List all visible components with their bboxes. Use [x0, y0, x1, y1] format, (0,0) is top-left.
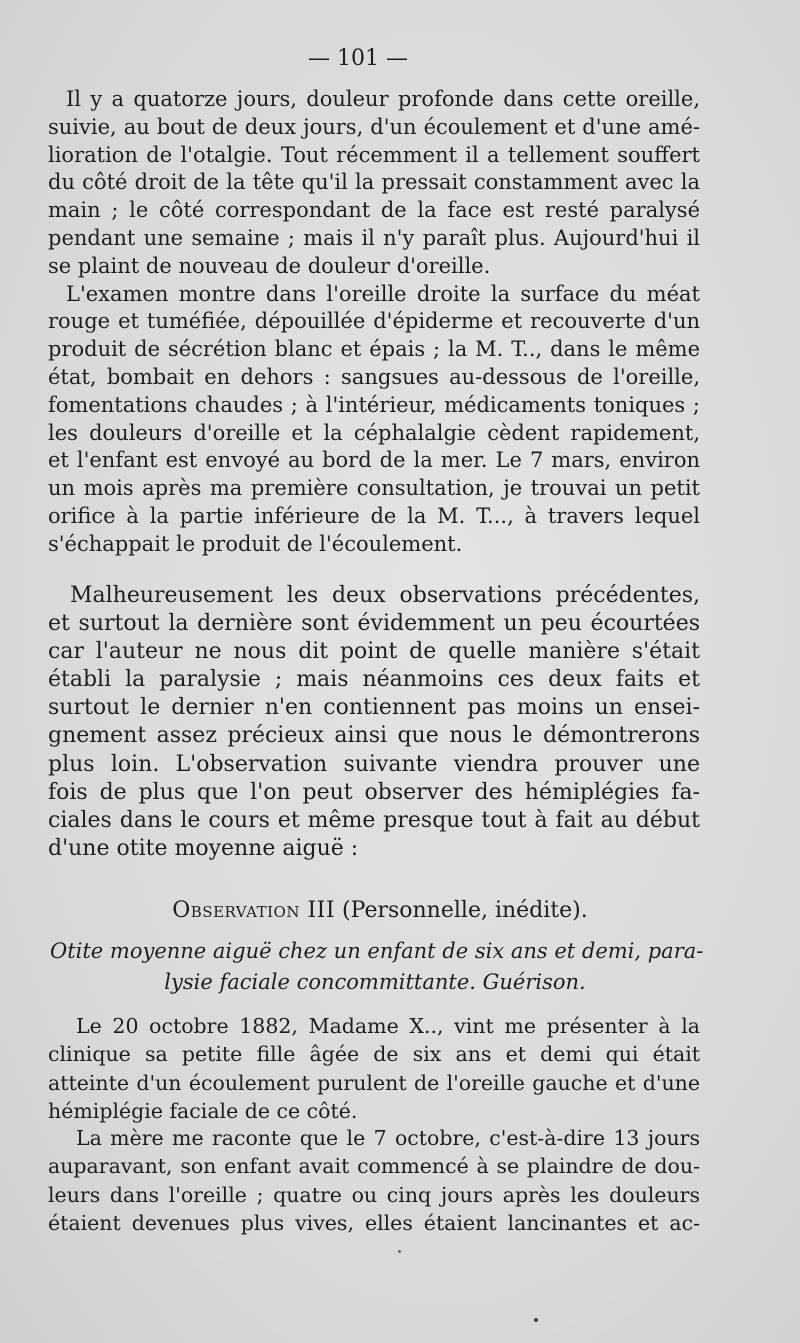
text-line: plus loin. L'observation suivante viendra prouver une	[48, 751, 700, 777]
text-line: Le 20 octobre 1882, Madame X.., vint me présenter à la	[76, 1014, 700, 1038]
paragraph-mother-account	[48, 1124, 700, 1238]
text-line: se plaint de nouveau de douleur d'oreille.	[48, 253, 491, 278]
observation-heading	[0, 898, 760, 923]
text-line: étaient devenues plus vives, elles étaient lancinantes et ac-	[48, 1211, 700, 1236]
text-line: gnement assez précieux ainsi que nous le démontrerons	[48, 723, 700, 749]
text-line: lioration de l'otalgie. Tout récemment il a tellement souffert	[48, 142, 700, 167]
text-line: car l'auteur ne nous dit point de quelle manière s'était	[48, 639, 700, 665]
subtitle-line: Otite moyenne aiguë chez un enfant de six ans et demi, para-	[50, 939, 704, 963]
text-line: suivie, au bout de deux jours, d'un écoulement et d'une amé-	[48, 114, 700, 139]
text-line: et l'enfant est envoyé au bord de la mer. Le 7 mars, environ	[48, 448, 700, 473]
text-line: pendant une semaine ; mais il n'y paraît plus. Aujourd'hui il	[48, 225, 700, 250]
text-line: fomentations chaudes ; à l'intérieur, médicaments toniques ;	[48, 392, 700, 417]
observation-label: Observation III	[172, 898, 336, 923]
text-line: atteinte d'un écoulement purulent de l'oreille gauche et d'une	[48, 1070, 700, 1095]
observation-subtitle	[50, 936, 704, 998]
text-line: du côté droit de la tête qu'il la pressait constamment avec la	[48, 170, 700, 195]
paragraph-case-presentation	[48, 1012, 700, 1126]
text-line: rouge et tuméfiée, dépouillée d'épiderme et recouverte d'un	[48, 309, 700, 334]
page-number: — 101 —	[308, 46, 408, 71]
text-line: auparavant, son enfant avait commencé à se plaindre de dou-	[48, 1154, 700, 1179]
text-line: produit de sécrétion blanc et épais ; la M. T.., dans le même	[48, 337, 700, 362]
text-line: leurs dans l'oreille ; quatre ou cinq jours après les douleurs	[48, 1182, 700, 1207]
text-line: La mère me raconte que le 7 octobre, c'est-à-dire 13 jours	[76, 1126, 700, 1150]
text-line: Il y a quatorze jours, douleur profonde dans cette oreille,	[66, 87, 700, 111]
text-line: les douleurs d'oreille et la céphalalgie cèdent rapidement,	[48, 420, 700, 445]
text-line: et surtout la dernière sont évidemment un peu écourtées	[48, 611, 700, 637]
paper-speck	[398, 1250, 401, 1253]
text-line: un mois après ma première consultation, je trouvai un petit	[48, 476, 700, 501]
text-line: surtout le dernier n'en contiennent pas moins un ensei-	[48, 695, 700, 721]
text-line: main ; le côté correspondant de la face est resté paralysé	[48, 198, 700, 223]
text-line: orifice à la partie inférieure de la M. T..., à travers lequel	[48, 503, 700, 528]
paper-speck	[534, 1318, 538, 1322]
text-line: hémiplégie faciale de ce côté.	[48, 1099, 358, 1124]
text-line: état, bombait en dehors : sangsues au-dessous de l'oreille,	[48, 364, 700, 389]
text-line: L'examen montre dans l'oreille droite la surface du méat	[66, 281, 700, 306]
observation-note: (Personnelle, inédite).	[335, 898, 588, 923]
text-line: s'échappait le produit de l'écoulement.	[48, 531, 463, 556]
text-line: clinique sa petite fille âgée de six ans et demi qui était	[48, 1042, 700, 1067]
paragraph-commentary	[48, 582, 700, 863]
text-line: d'une otite moyenne aiguë :	[48, 835, 359, 861]
paragraph-case-continuation	[48, 86, 700, 559]
text-line: ciales dans le cours et même presque tout à fait au début	[48, 807, 700, 833]
text-line: fois de plus que l'on peut observer des hémiplégies fa-	[48, 779, 700, 805]
text-line: Malheureusement les deux observations précédentes,	[70, 583, 700, 608]
subtitle-line: lysie faciale concommittante. Guérison.	[164, 970, 586, 994]
text-line: établi la paralysie ; mais néanmoins ces deux faits et	[48, 667, 700, 693]
